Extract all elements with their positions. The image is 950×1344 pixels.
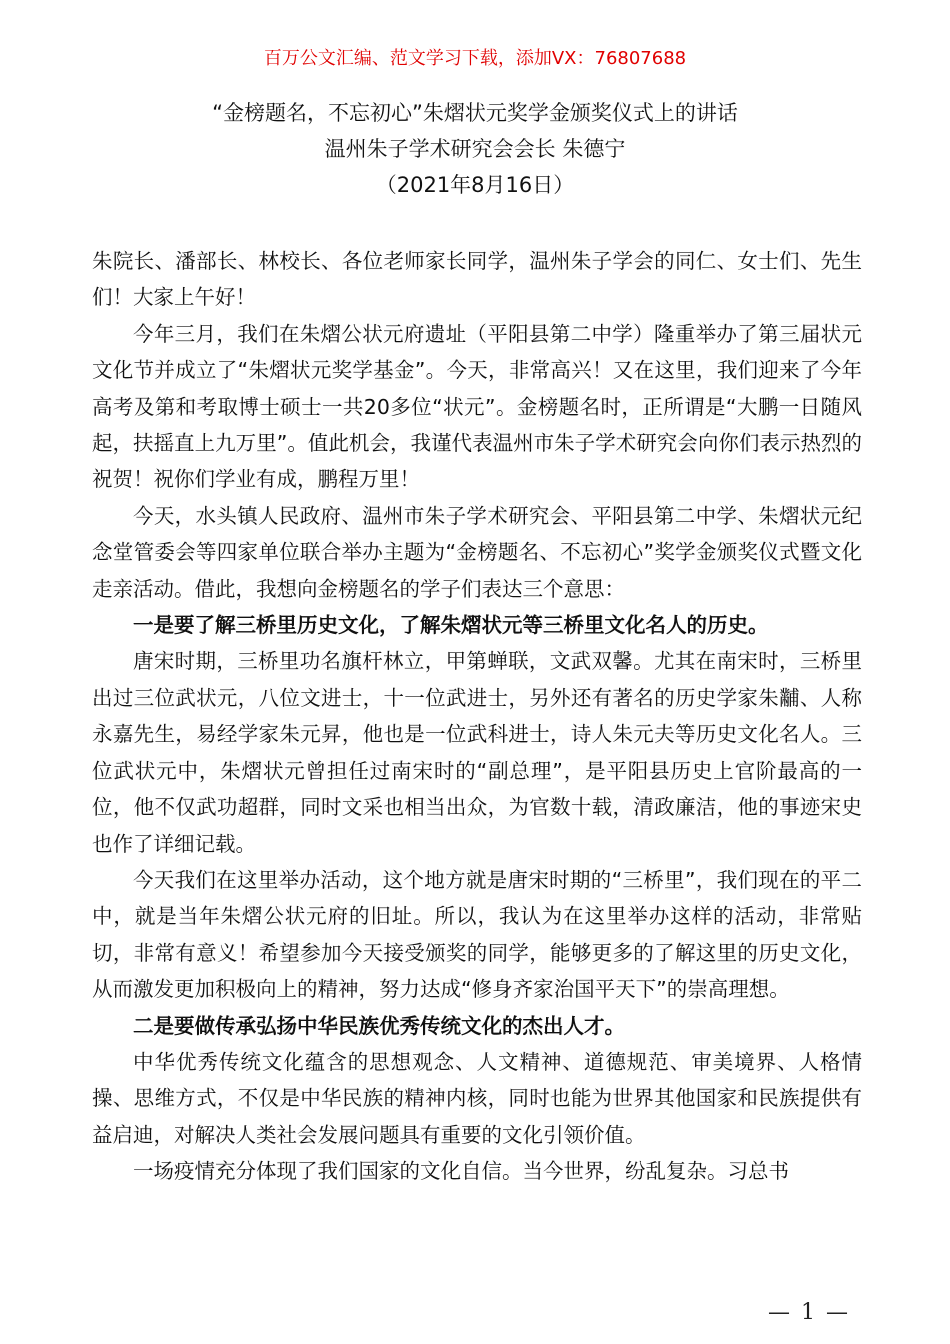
page-number: — 1 — [768, 1300, 850, 1325]
author-line: 温州朱子学术研究会会长 朱德宁 [324, 137, 626, 161]
paragraph-5: 中华优秀传统文化蕴含的思想观念、人文精神、道德规范、审美境界、人格情操、思维方式，不仅是中华民族的精神内核，同时也能为世界其他国家和民族提供有益启迪，对解决人类社会发展问题具有重要的文化引领价值。 [92, 1049, 862, 1147]
paragraph-3: 唐宋时期，三桥里功名旗杆林立，甲第蝉联，文武双馨。尤其在南宋时，三桥里出过三位武状元，八位文进士，十一位武进士，另外还有著名的历史学家朱黼、人称永嘉先生，易经学家朱元昇，他也是一位武科进士，诗人朱元夫等历史文化名人。三位武状元中，朱熠状元曾担任过南宋时的“副总理”，是平阳县历史上官阶最高的一位，他不仅武功超群，同时文采也相当出众，为官数十载，清政廉洁，他的事迹宋史也作了详细记载。 [92, 649, 862, 856]
document-title: “金榜题名，不忘初心”朱熠状元奖学金颁奖仪式上的讲话 [212, 101, 738, 125]
paragraph-2: 今天，水头镇人民政府、温州市朱子学术研究会、平阳县第二中学、朱熠状元纪念堂管委会等四家单位联合举办主题为“金榜题名、不忘初心”奖学金颁奖仪式暨文化走亲活动。借此，我想向金榜题名的学子们表达三个意思： [92, 503, 862, 601]
paragraph-4: 今天我们在这里举办活动，这个地方就是唐宋时期的“三桥里”，我们现在的平二中，就是当年朱熠公状元府的旧址。所以，我认为在这里举办这样的活动，非常贴切，非常有意义！希望参加今天接受颁奖的同学，能够更多的了解这里的历史文化，从而激发更加积极向上的精神，努力达成“修身齐家治国平天下”的崇高理想。 [92, 867, 862, 1002]
paragraph-6: 一场疫情充分体现了我们国家的文化自信。当今世界，纷乱复杂。习总书 [133, 1159, 789, 1184]
greeting-paragraph: 朱院长、潘部长、林校长、各位老师家长同学，温州朱子学会的同仁、女士们、先生们！大家上午好！ [92, 249, 862, 310]
speech-body [92, 243, 862, 1190]
paragraph-1: 今年三月，我们在朱熠公状元府遗址（平阳县第二中学）隆重举办了第三届状元文化节并成立了“朱熠状元奖学基金”。今天，非常高兴！又在这里，我们迎来了今年高考及第和考取博士硕士一共20多位“状元”。金榜题名时，正所谓是“大鹏一日随风起，扶摇直上九万里”。值此机会，我谨代表温州市朱子学术研究会向你们表示热烈的祝贺！祝你们学业有成，鹏程万里！ [92, 321, 862, 492]
title-block [0, 95, 950, 203]
section-heading-1: 一是要了解三桥里历史文化，了解朱熠状元等三桥里文化名人的历史。 [133, 613, 769, 638]
date-line: （2021年8月16日） [375, 173, 575, 197]
header-banner: 百万公文汇编、范文学习下载，添加VX：76807688 [263, 48, 687, 69]
section-heading-2: 二是要做传承弘扬中华民族优秀传统文化的杰出人才。 [133, 1013, 625, 1038]
